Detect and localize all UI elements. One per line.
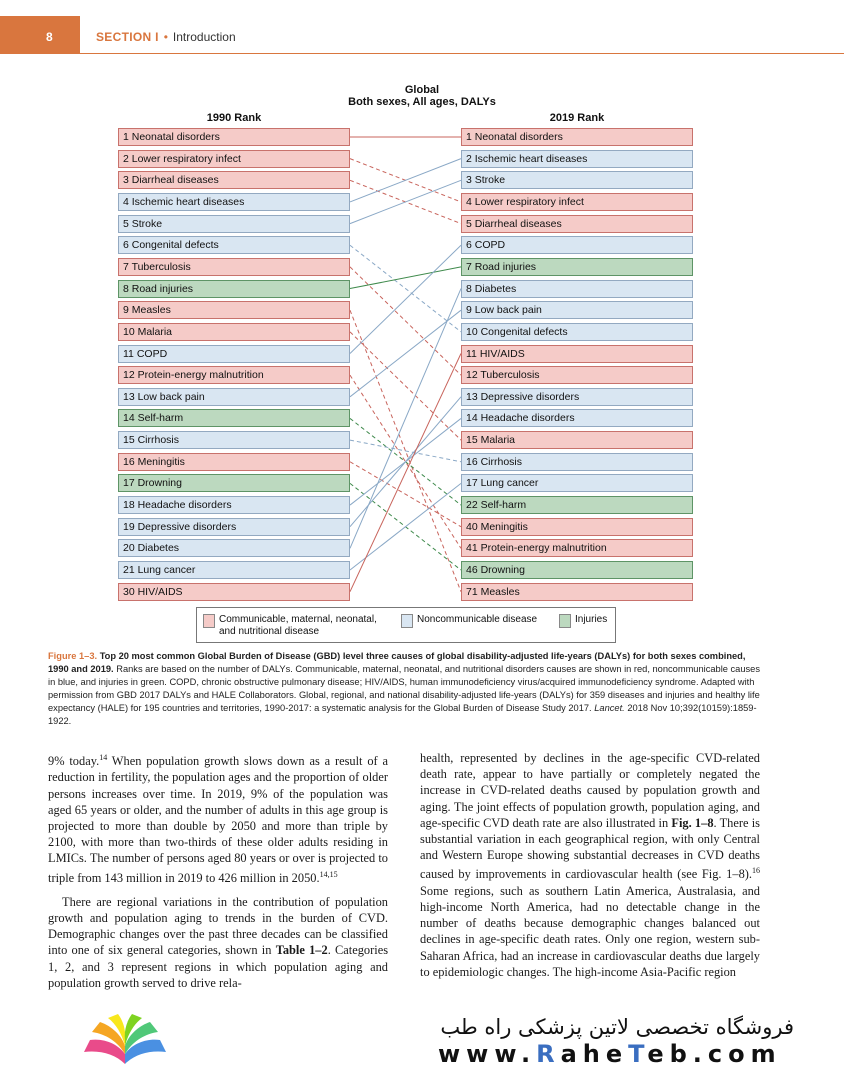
rank-link-line	[350, 267, 461, 375]
left-rank-item: 4 Ischemic heart diseases	[118, 193, 350, 211]
rank-link-line	[350, 462, 461, 527]
left-rank-item: 11 COPD	[118, 345, 350, 363]
right-rank-item: 22 Self-harm	[461, 496, 693, 514]
chart-legend	[196, 607, 616, 643]
right-rank-item: 12 Tuberculosis	[461, 366, 693, 384]
paragraph: There are regional variations in the contribution of population growth and population aging to trends in the burden of CVD. Demographic changes over the past three decades can be classified into one of six general categories, shown in Table 1–2. Categories 1, 2, and 3 represent regions in which population aging and population growth served to drive rela-	[48, 894, 389, 990]
rank-link-line	[350, 483, 461, 570]
store-url[interactable]: www.RaheTeb.com	[438, 1040, 782, 1068]
left-rank-item: 2 Lower respiratory infect	[118, 150, 350, 168]
paragraph: health, represented by declines in the age-specific CVD-related death rate, appear to have partially or completely negated the increase in CVD-related deaths caused by population growth and aging. The joint effects of population growth, population aging, and age-specific CVD death rate are also illustrated in Fig. 1–8. There is substantial variation in each geographical region, with only Central and Western Europe showing substantial decreases in CVD deaths caused by improvements in cardiovascular health (see Fig. 1–8).$^{16}$ Some regions, such as southern Latin America, Australasia, and high-income North America, had no detectable change in the number of deaths because demographic changes balanced out declines in age-specific death rates. Only one region, western sub-Saharan Africa, had an increase in cardiovascular deaths due largely to epidemiologic changes. The high-income Asia-Pacific region	[420, 751, 760, 979]
rank-link-line	[350, 397, 461, 527]
left-rank-item: 5 Stroke	[118, 215, 350, 233]
rank-link-line	[350, 354, 461, 592]
left-rank-item: 30 HIV/AIDS	[118, 583, 350, 601]
rank-link-line	[350, 418, 461, 505]
left-rank-item: 18 Headache disorders	[118, 496, 350, 514]
rank-link-line	[350, 245, 461, 332]
legend-label-injuries: Injuries	[575, 614, 608, 625]
left-rank-item: 8 Road injuries	[118, 280, 350, 298]
caption-text: Ranks are based on the number of DALYs. Communicable, maternal, neonatal, and nutritional disorders causes are shown in red, noncommunicable causes in blue, and injuries in green. COPD, chronic obstructive pulmonary disease; HIV/AIDS, human immunodeficiency virus/acquired immunodeficiency syndrome. Adapted with permission from GBD 2017 DALYs and HALE Collaborators. Global, regional, and national disability-adjusted life-years (DALYs) for 359 diseases and injuries and healthy life expectancy (HALE) for 195 countries and territories, 1990-2017: a systematic analysis for the Global Burden of Disease Study 2017.	[48, 664, 760, 713]
rank-link-line	[350, 159, 461, 202]
right-rank-item: 46 Drowning	[461, 561, 693, 579]
right-rank-item: 7 Road injuries	[461, 258, 693, 276]
figure-label: Figure 1–3.	[48, 651, 98, 661]
caption-journal: Lancet.	[594, 703, 625, 713]
right-rank-item: 1 Neonatal disorders	[461, 128, 693, 146]
header-rule	[80, 53, 844, 54]
legend-label-communicable: Communicable, maternal, neonatal, and nutritional disease	[219, 614, 377, 637]
rank-link-line	[350, 332, 461, 440]
rank-link-line	[350, 180, 461, 223]
right-rank-item: 40 Meningitis	[461, 518, 693, 536]
right-rank-item: 3 Stroke	[461, 171, 693, 189]
left-rank-heading: 1990 Rank	[206, 112, 262, 124]
left-rank-item: 19 Depressive disorders	[118, 518, 350, 536]
separator-dot: •	[163, 30, 168, 44]
left-rank-item: 6 Congenital defects	[118, 236, 350, 254]
left-rank-item: 7 Tuberculosis	[118, 258, 350, 276]
legend-swatch-communicable	[203, 614, 215, 628]
left-rank-item: 13 Low back pain	[118, 388, 350, 406]
left-rank-item: 17 Drowning	[118, 474, 350, 492]
right-rank-item: 9 Low back pain	[461, 301, 693, 319]
left-rank-item: 14 Self-harm	[118, 409, 350, 427]
rank-link-line	[350, 418, 461, 505]
right-rank-item: 2 Ischemic heart diseases	[461, 150, 693, 168]
legend-swatch-injuries	[559, 614, 571, 628]
left-rank-item: 12 Protein-energy malnutrition	[118, 366, 350, 384]
rank-link-line	[350, 180, 461, 223]
left-rank-item: 20 Diabetes	[118, 539, 350, 557]
right-rank-item: 8 Diabetes	[461, 280, 693, 298]
left-rank-item: 15 Cirrhosis	[118, 431, 350, 449]
chart-title: Global	[404, 84, 440, 96]
caption-citation: 2018 Nov 10;392(10159):1859-1922.	[48, 703, 757, 726]
right-rank-item: 13 Depressive disorders	[461, 388, 693, 406]
page-header	[0, 0, 844, 56]
rank-link-line	[350, 375, 461, 548]
rank-link-line	[350, 310, 461, 591]
body-column-right	[420, 750, 760, 980]
page-number: 8	[0, 16, 80, 54]
right-rank-item: 5 Diarrheal diseases	[461, 215, 693, 233]
legend-swatch-noncommunicable	[401, 614, 413, 628]
rank-link-line	[350, 289, 461, 549]
rank-link-line	[350, 440, 461, 462]
chart-subtitle: Both sexes, All ages, DALYs	[348, 96, 496, 108]
chapter-title: Introduction	[172, 30, 236, 44]
right-rank-item: 11 HIV/AIDS	[461, 345, 693, 363]
body-column-left	[48, 750, 388, 991]
right-rank-item: 10 Congenital defects	[461, 323, 693, 341]
section-label: SECTION I	[96, 30, 159, 44]
paragraph: 9% today.$^{14}$ When population growth slows down as a result of a reduction in fertility, the population ages and the proportion of older persons increases over time. In 2019, 9% of the population was aged 65 years or older, and the number of adults in this age group is projected to more than double by 2050 and more than triple by 2100, with more than two-thirds of these older adults residing in LMICs. The number of persons aged 80 years or over is projected to triple from 143 million in 2019 to 426 million in 2050.$^{14,15}$	[48, 753, 389, 885]
right-rank-item: 14 Headache disorders	[461, 409, 693, 427]
right-rank-item: 41 Protein-energy malnutrition	[461, 539, 693, 557]
left-rank-item: 1 Neonatal disorders	[118, 128, 350, 146]
right-rank-item: 6 COPD	[461, 236, 693, 254]
rank-link-line	[350, 267, 461, 289]
right-rank-heading: 2019 Rank	[549, 112, 605, 124]
right-rank-item: 15 Malaria	[461, 431, 693, 449]
store-name: فروشگاه تخصصی لاتین پزشکی راه طب	[440, 1015, 794, 1039]
rank-link-line	[350, 159, 461, 202]
book-logo-icon	[80, 1010, 170, 1072]
left-rank-item: 21 Lung cancer	[118, 561, 350, 579]
left-rank-item: 9 Measles	[118, 301, 350, 319]
rank-link-line	[350, 245, 461, 353]
right-rank-item: 71 Measles	[461, 583, 693, 601]
legend-label-noncommunicable: Noncommunicable disease	[417, 614, 538, 625]
running-head	[96, 30, 236, 44]
rank-link-line	[350, 483, 461, 570]
left-rank-item: 3 Diarrheal diseases	[118, 171, 350, 189]
right-rank-item: 16 Cirrhosis	[461, 453, 693, 471]
figure-caption	[48, 650, 768, 728]
right-rank-item: 17 Lung cancer	[461, 474, 693, 492]
caption-bold: Top 20 most common Global Burden of Disease (GBD) level three causes of global disability-adjusted life-years (DALYs) for both sexes combined, 1990 and 2019.	[48, 651, 746, 674]
left-rank-item: 10 Malaria	[118, 323, 350, 341]
left-rank-item: 16 Meningitis	[118, 453, 350, 471]
right-rank-item: 4 Lower respiratory infect	[461, 193, 693, 211]
rank-link-line	[350, 310, 461, 397]
